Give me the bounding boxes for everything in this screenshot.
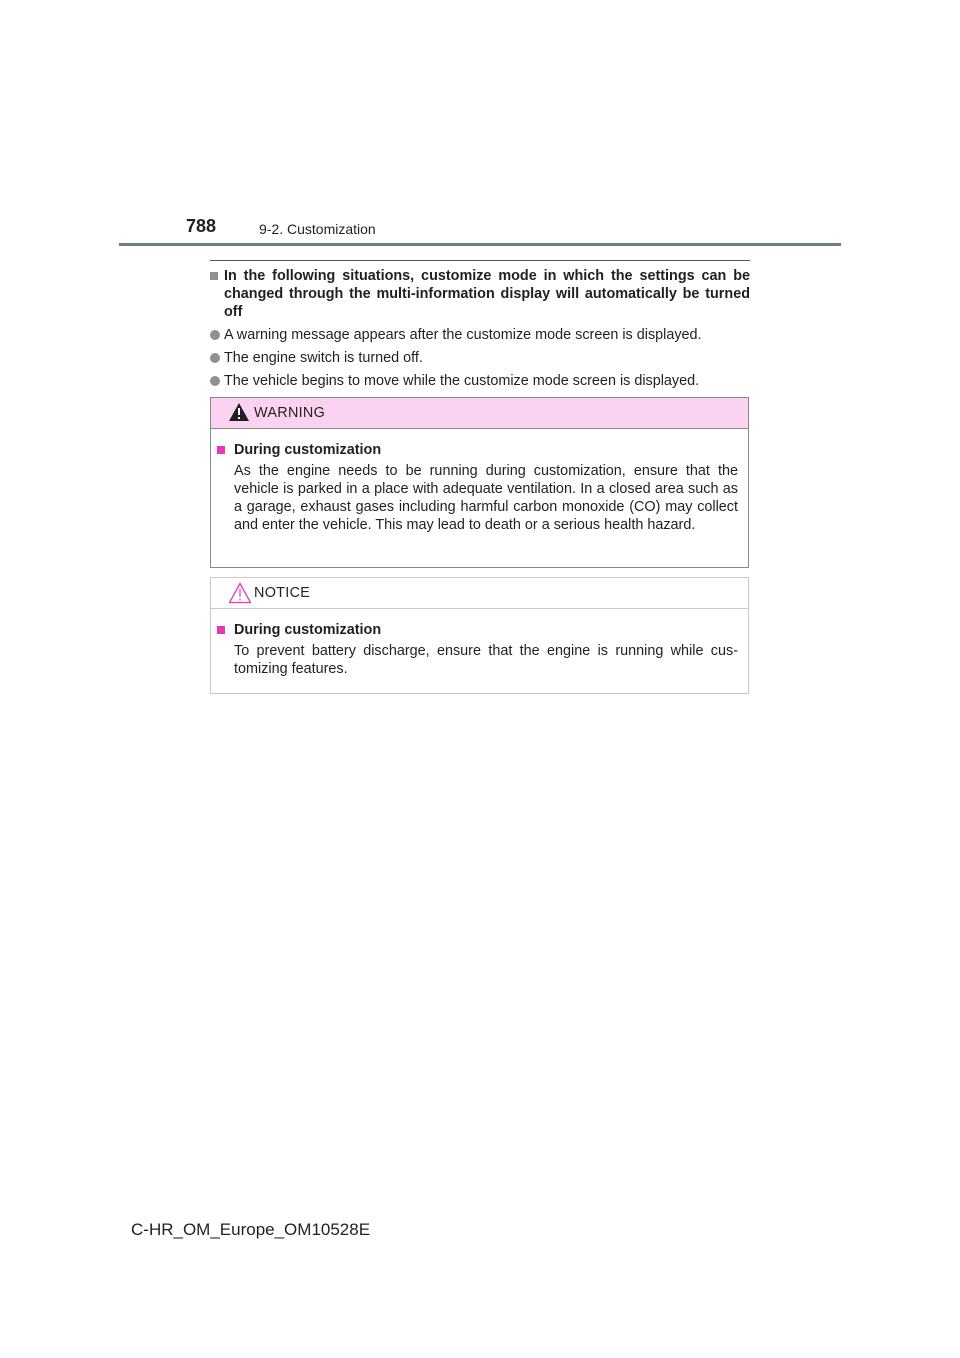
warning-body <box>211 429 748 534</box>
notice-title <box>217 621 738 639</box>
round-bullet-icon <box>210 376 220 386</box>
notice-body <box>211 609 748 678</box>
warning-title <box>217 441 738 459</box>
notice-header <box>211 578 748 609</box>
list-item <box>210 349 750 367</box>
notice-box <box>210 577 749 694</box>
document-id: C-HR_OM_Europe_OM10528E <box>131 1220 371 1239</box>
notice-text: To prevent battery discharge, ensure that the engine is running while cus-tomizing features. <box>234 643 738 677</box>
main-content <box>210 260 750 390</box>
square-bullet-icon <box>210 272 218 280</box>
conditions-heading <box>210 267 750 321</box>
list-item-text: The engine switch is turned off. <box>224 350 423 366</box>
list-item <box>210 372 750 390</box>
conditions-heading-text: In the following situations, customize mode in which the settings can be changed through the multi-information display will automatically be turned off <box>224 268 750 320</box>
warning-text: As the engine needs to be running during customization, ensure that the vehicle is parked in a place with adequate ventilation. In a closed area such as a garage, exhaust gases including harmful carbon monoxide (CO) may collect and enter the vehicle. This may lead to death or a serious health hazard. <box>234 463 738 533</box>
section-title: 9-2. Customization <box>259 221 376 237</box>
warning-triangle-icon <box>228 402 250 422</box>
round-bullet-icon <box>210 353 220 363</box>
section-divider <box>210 260 750 261</box>
pink-square-bullet-icon <box>217 626 225 634</box>
notice-title-text: During customization <box>234 622 382 638</box>
header-rule <box>119 243 841 246</box>
notice-label: NOTICE <box>254 585 311 601</box>
warning-box <box>210 397 749 568</box>
page-number: 788 <box>186 216 217 236</box>
warning-header <box>211 398 748 429</box>
warning-title-text: During customization <box>234 442 382 458</box>
round-bullet-icon <box>210 330 220 340</box>
list-item-text: A warning message appears after the customize mode screen is displayed. <box>224 327 702 343</box>
warning-label: WARNING <box>254 405 326 421</box>
notice-triangle-icon <box>228 582 252 604</box>
list-item <box>210 326 750 344</box>
list-item-text: The vehicle begins to move while the customize mode screen is displayed. <box>224 373 700 389</box>
pink-square-bullet-icon <box>217 446 225 454</box>
